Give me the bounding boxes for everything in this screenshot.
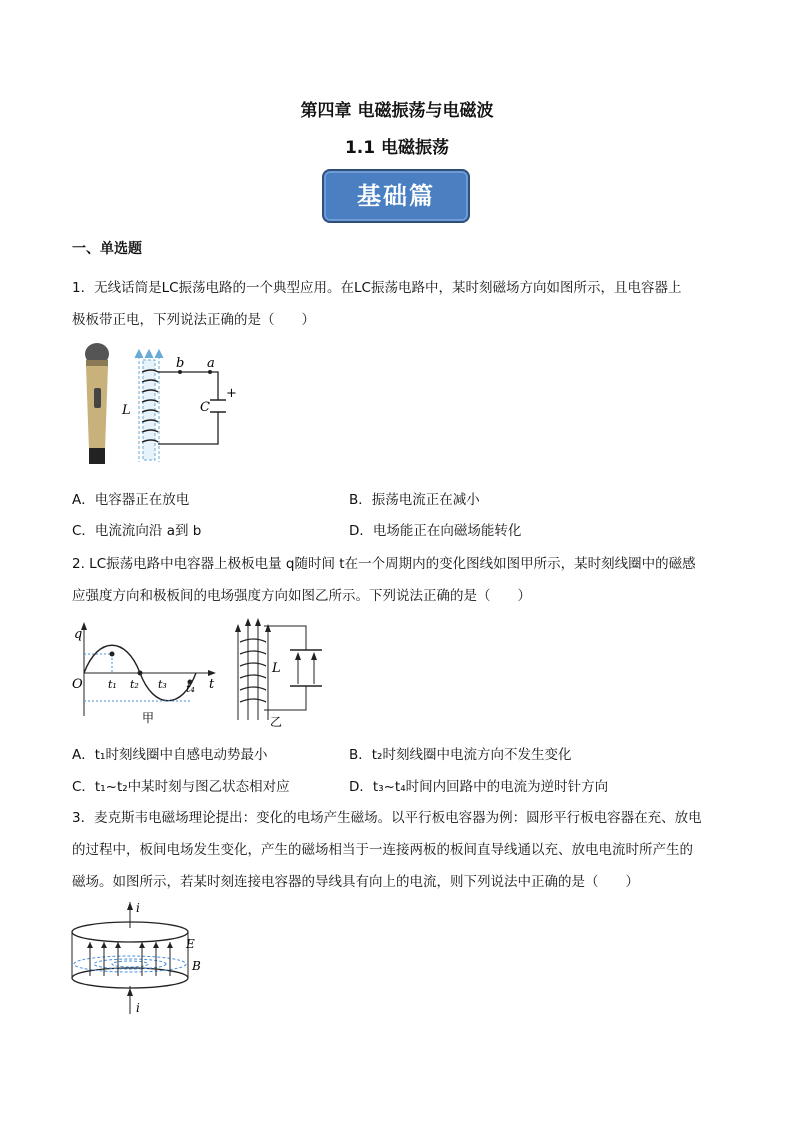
q2-stem-line2: 应强度方向和极板间的电场强度方向如图乙所示。下列说法正确的是（ ） — [72, 588, 531, 604]
q2-circuit-figure — [224, 612, 336, 734]
chapter-title: 第四章 电磁振荡与电磁波 — [300, 101, 494, 121]
section-title: 1.1 电磁振荡 — [344, 138, 450, 158]
label-b: b — [176, 356, 185, 371]
q1-stem-line1: 1．无线话筒是LC振荡电路的一个典型应用。在LC振荡电路中，某时刻磁场方向如图所示，且电容器上 — [72, 280, 682, 296]
label-i-bottom: i — [136, 1001, 140, 1015]
label-C: C — [200, 400, 210, 415]
q1-option-b[interactable]: B．振荡电流正在减小 — [349, 492, 480, 508]
graph-t4: t₄ — [186, 682, 195, 695]
label-B: B — [192, 959, 201, 973]
q1-option-c[interactable]: C．电流流向沿 a到 b — [72, 523, 202, 539]
circuit-caption: 乙 — [270, 715, 283, 729]
graph-t: t — [209, 677, 215, 692]
label-E: E — [186, 937, 195, 951]
graph-t1: t₁ — [108, 678, 117, 691]
q1-option-a[interactable]: A．电容器正在放电 — [72, 492, 190, 508]
q1-figure — [70, 342, 250, 474]
label-a: a — [207, 356, 215, 371]
q1-stem-line2: 极板带正电，下列说法正确的是（ ） — [72, 312, 315, 328]
label-plus: + — [226, 386, 237, 401]
label-i-top: i — [136, 901, 140, 915]
q2-option-a[interactable]: A．t₁时刻线圈中自感电动势最小 — [72, 747, 268, 763]
section-heading: 一、单选题 — [72, 241, 142, 257]
level-badge: 基础篇 — [322, 169, 470, 223]
graph-origin: O — [72, 677, 83, 692]
q3-stem-line3: 磁场。如图所示，若某时刻连接电容器的导线具有向上的电流，则下列说法中正确的是（ ） — [72, 874, 639, 890]
q3-stem-line1: 3．麦克斯韦电磁场理论提出：变化的电场产生磁场。以平行板电容器为例：圆形平行板电容器在充、放电 — [72, 810, 702, 826]
q2-graph-figure — [70, 616, 220, 732]
q3-capacitor-figure — [68, 898, 208, 1022]
q2-option-b[interactable]: B．t₂时刻线圈中电流方向不发生变化 — [349, 747, 572, 763]
q2-option-d[interactable]: D．t₃~t₄时间内回路中的电流为逆时针方向 — [349, 779, 609, 795]
q3-stem-line2: 的过程中，板间电场发生变化，产生的磁场相当于一连接两板的板间直导线通以充、放电电流时所产生的 — [72, 842, 693, 858]
graph-t2: t₂ — [130, 678, 139, 691]
q2-stem-line1: 2. LC振荡电路中电容器上极板电量 q随时间 t在一个周期内的变化图线如图甲所示，某时刻线圈中的磁感 — [72, 556, 696, 572]
q2-option-c[interactable]: C．t₁~t₂中某时刻与图乙状态相对应 — [72, 779, 290, 795]
microphone-image — [85, 343, 109, 464]
q1-option-d[interactable]: D．电场能正在向磁场能转化 — [349, 523, 522, 539]
circuit-L: L — [272, 661, 281, 676]
label-L: L — [122, 403, 131, 418]
graph-t3: t₃ — [158, 678, 167, 691]
graph-caption: 甲 — [142, 711, 155, 725]
graph-q: q — [74, 627, 83, 642]
